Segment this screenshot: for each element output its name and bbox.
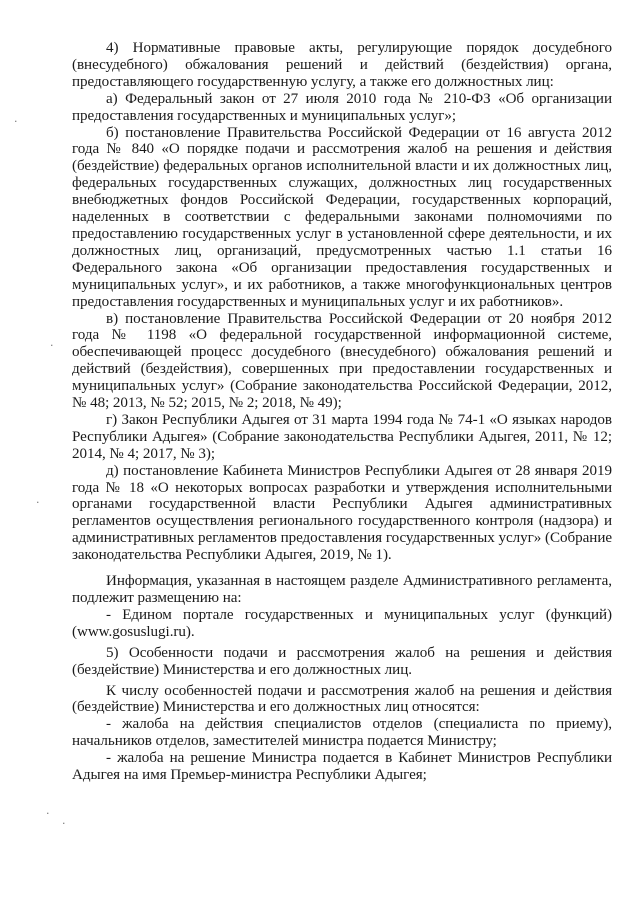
scan-speck: ·: [36, 496, 40, 509]
paragraph-complaint-features-list-intro: К числу особенностей подачи и рассмотрения жалоб на решения и действия (бездействие) Министерства и его должностных лиц относятся:: [72, 682, 612, 716]
paragraph-item-v: в) постановление Правительства Российской Федерации от 20 ноября 2012 года № 1198 «О федеральной государственной информационной системе, обеспечивающей процесс досудебного (внесудебного) обжалования решений и действий (бездействия), совершенных при предоставлении государственных и муниципальных услуг» (Собрание законодательства Российской Федерации, 2012, № 48; 2013, № 52; 2015, № 2; 2018, № 49);: [72, 310, 612, 412]
paragraph-item-a: а) Федеральный закон от 27 июля 2010 года № 210-ФЗ «Об организации предоставления государственных и муниципальных услуг»;: [72, 90, 612, 124]
paragraph-item-g: г) Закон Республики Адыгея от 31 марта 1994 года № 74-1 «О языках народов Республики Адыгея» (Собрание законодательства Республики Адыгея, 2011, № 12; 2014, № 4; 2017, № 3);: [72, 411, 612, 462]
paragraph-complaint-to-minister: - жалоба на действия специалистов отделов (специалиста по приему), начальников отделов, заместителей министра подается Министру;: [72, 716, 612, 750]
scan-speck: ·: [62, 817, 66, 830]
paragraph-item-b: б) постановление Правительства Российской Федерации от 16 августа 2012 года № 840 «О порядке подачи и рассмотрения жалоб на решения и действия (бездействие) федеральных органов исполнительной власти и их должностных лиц, федеральных государственных служащих, должностных лиц государственных внебюджетных фондов Российской Федерации, государственных корпораций, наделенных в соответствии с федеральными законами полномочиями по предоставлению государственных услуг в установленной сфере деятельности, и их должностных лиц, организаций, предусмотренных частью 1.1 статьи 16 Федерального закона «Об организации предоставления государственных и муниципальных услуг», и их работников, а также многофункциональных центров предоставления государственных и муниципальных услуг и их работников».: [72, 124, 612, 310]
scan-speck: ·: [14, 115, 18, 128]
paragraph-complaint-to-cabinet: - жалоба на решение Министра подается в Кабинет Министров Республики Адыгея на имя Премьер-министра Республики Адыгея;: [72, 750, 612, 784]
document-page: [72, 40, 612, 784]
scan-speck: ·: [50, 339, 54, 352]
paragraph-information-placement: Информация, указанная в настоящем разделе Административного регламента, подлежит размещению на:: [72, 573, 612, 606]
paragraph-complaint-features-heading: 5) Особенности подачи и рассмотрения жалоб на решения и действия (бездействие) Министерства и его должностных лиц.: [72, 644, 612, 678]
paragraph-unified-portal: - Едином портале государственных и муниципальных услуг (функций) (www.gosuslugi.ru).: [72, 606, 612, 640]
paragraph-item-d: д) постановление Кабинета Министров Республики Адыгея от 28 января 2019 года № 18 «О некоторых вопросах разработки и утверждения исполнительными органами государственной власти Республики Адыгея административных регламентов осуществления регионального государственного контроля (надзора) и административных регламентов предоставления государственных услуг» (Собрание законодательства Республики Адыгея, 2019, № 1).: [72, 462, 612, 564]
scan-speck: ·: [46, 807, 50, 820]
paragraph-regulatory-acts-intro: 4) Нормативные правовые акты, регулирующие порядок досудебного (внесудебного) обжалования решений и действий (бездействия) органа, предоставляющего государственную услугу, а также его должностных лиц:: [72, 40, 612, 90]
